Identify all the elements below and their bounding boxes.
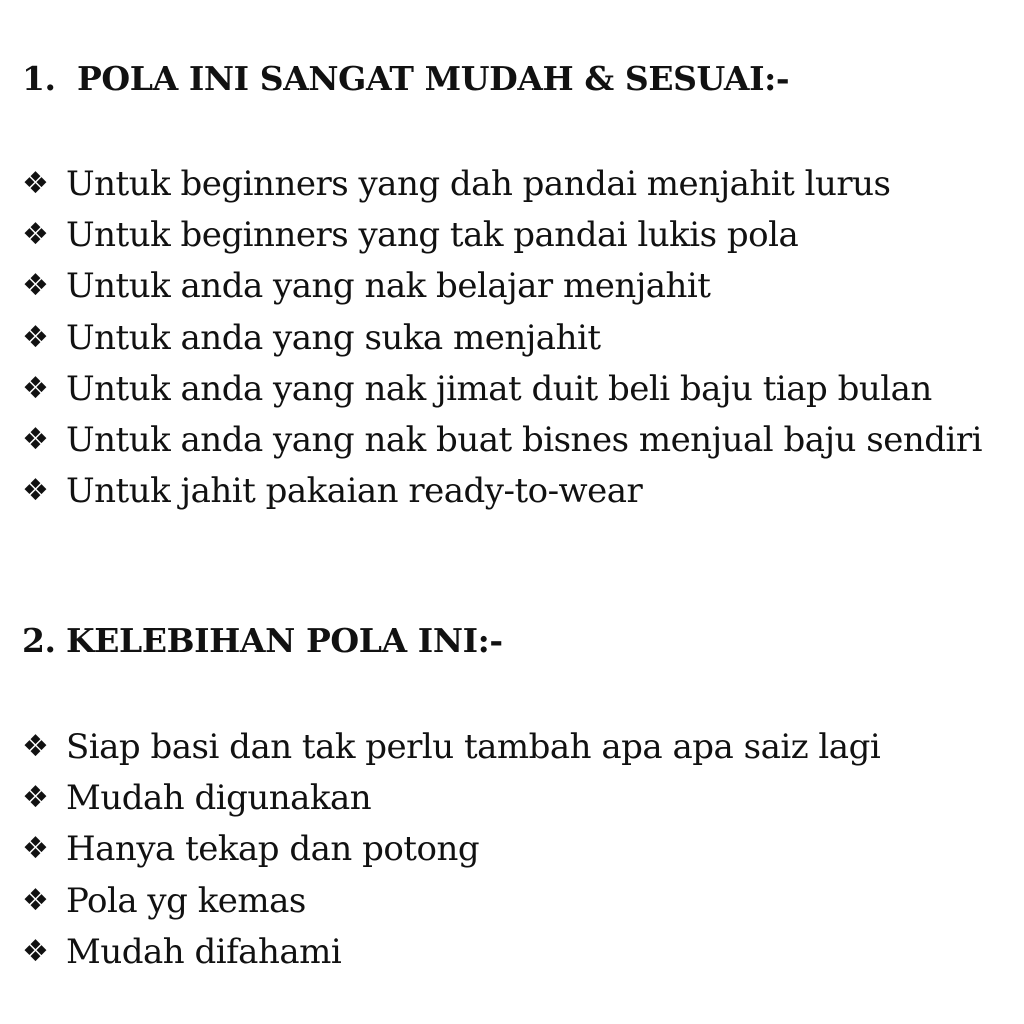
list-item <box>22 312 1017 363</box>
list-item-text: Siap basi dan tak perlu tambah apa apa saiz lagi <box>66 726 881 767</box>
diamond-bullet-icon: ❖ <box>22 268 49 304</box>
list-item <box>22 926 1017 977</box>
list-item <box>22 466 1017 517</box>
section-heading <box>22 56 1017 102</box>
list-item-text: Pola yg kemas <box>66 880 306 921</box>
list-item-text: Untuk anda yang suka menjahit <box>66 317 601 358</box>
list-item-text: Untuk beginners yang dah pandai menjahit lurus <box>66 163 891 204</box>
section-kelebihan <box>22 618 1017 977</box>
section-title: KELEBIHAN POLA INI:- <box>66 621 503 660</box>
section-number: 1. <box>22 59 56 98</box>
diamond-bullet-icon: ❖ <box>22 728 49 764</box>
diamond-bullet-icon: ❖ <box>22 319 49 355</box>
list-item <box>22 875 1017 926</box>
section-title: POLA INI SANGAT MUDAH & SESUAI:- <box>77 59 790 98</box>
list-item <box>22 824 1017 875</box>
section-heading <box>22 618 1017 664</box>
list-item-text: Untuk anda yang nak buat bisnes menjual baju sendiri <box>66 420 982 461</box>
diamond-bullet-icon: ❖ <box>22 216 49 252</box>
list-item <box>22 414 1017 465</box>
list-item <box>22 363 1017 414</box>
list-item-text: Untuk anda yang nak belajar menjahit <box>66 266 711 307</box>
diamond-bullet-icon: ❖ <box>22 882 49 918</box>
list-item-text: Untuk beginners yang tak pandai lukis pola <box>66 214 799 255</box>
diamond-bullet-icon: ❖ <box>22 933 49 969</box>
advantages-list <box>22 721 1017 977</box>
diamond-bullet-icon: ❖ <box>22 831 49 867</box>
diamond-bullet-icon: ❖ <box>22 165 49 201</box>
diamond-bullet-icon: ❖ <box>22 779 49 815</box>
diamond-bullet-icon: ❖ <box>22 422 49 458</box>
section-number: 2. <box>22 621 56 660</box>
list-item-text: Mudah digunakan <box>66 777 372 818</box>
section-pola-sesuai <box>22 56 1017 517</box>
list-item <box>22 209 1017 260</box>
list-item-text: Untuk jahit pakaian ready-to-wear <box>66 471 643 512</box>
list-item-text: Mudah difahami <box>66 931 342 972</box>
diamond-bullet-icon: ❖ <box>22 370 49 406</box>
list-item <box>22 721 1017 772</box>
diamond-bullet-icon: ❖ <box>22 473 49 509</box>
list-item <box>22 772 1017 823</box>
suitability-list <box>22 158 1017 517</box>
list-item <box>22 261 1017 312</box>
list-item <box>22 158 1017 209</box>
list-item-text: Untuk anda yang nak jimat duit beli baju tiap bulan <box>66 368 932 409</box>
list-item-text: Hanya tekap dan potong <box>66 829 480 870</box>
